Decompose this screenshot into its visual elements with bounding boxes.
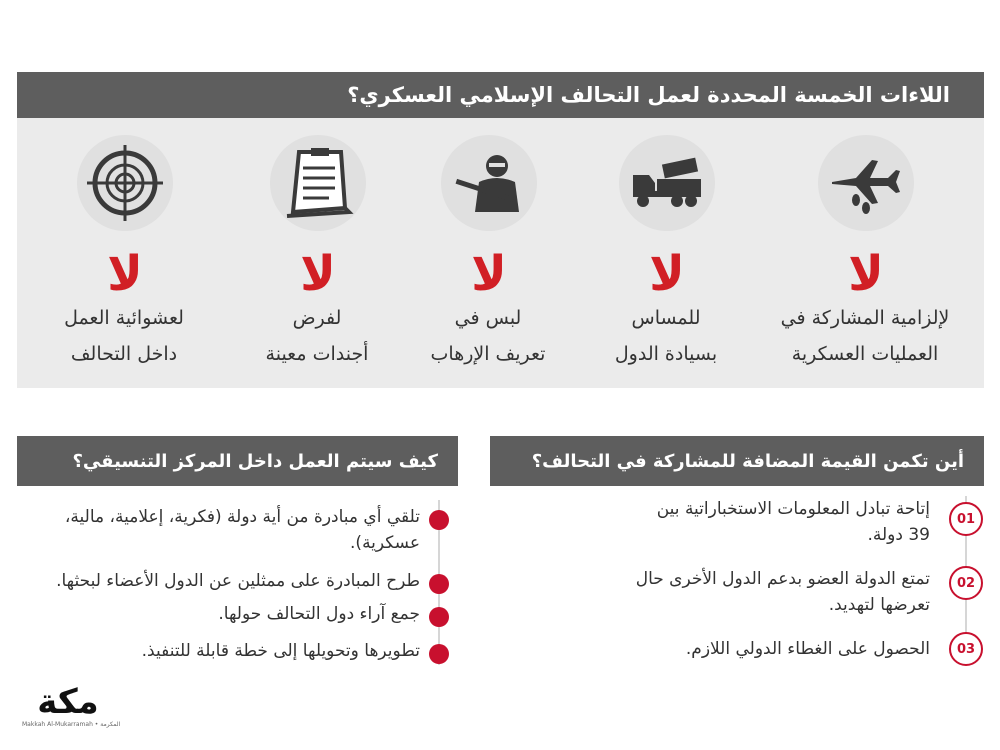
no-caption-5-line1: لعشوائية العمل	[64, 307, 184, 329]
no-mark-5: لا	[107, 246, 143, 302]
list-item: جمع آراء دول التحالف حولها.	[218, 604, 420, 624]
number-badge-02: 02	[949, 566, 983, 600]
bullet-dot	[429, 644, 449, 664]
no-mark-4: لا	[300, 246, 336, 302]
list-item: طرح المبادرة على ممثلين عن الدول الأعضاء لبحثها.	[56, 571, 420, 591]
no-mark-2: لا	[649, 246, 685, 302]
number-badge-01: 01	[949, 502, 983, 536]
left-title-bar	[17, 436, 458, 486]
no-caption-1-line1: لإلزامية المشاركة في	[780, 307, 950, 329]
rocket-truck-icon	[619, 135, 715, 231]
no-caption-5	[29, 300, 219, 372]
no-caption-2-line1: للمساس	[631, 307, 701, 329]
left-title: كيف سيتم العمل داخل المركز التنسيقي؟	[72, 450, 438, 472]
list-item: تلقي أي مبادرة من أية دولة (فكرية، إعلامية، مالية، عسكرية).	[64, 507, 420, 553]
top-title-bar	[17, 72, 984, 118]
bullet-dot	[429, 607, 449, 627]
list-item: تطويرها وتحويلها إلى خطة قابلة للتنفيذ.	[141, 641, 420, 661]
crosshair-target-icon	[77, 135, 173, 231]
no-caption-1	[770, 300, 960, 372]
top-title: اللاءات الخمسة المحددة لعمل التحالف الإسلامي العسكري؟	[347, 83, 950, 107]
logo-subtitle: Makkah Al-Mukarramah • المكرمة	[22, 721, 121, 728]
no-caption-4-line1: لفرض	[292, 307, 342, 329]
bullet-dot	[429, 574, 449, 594]
no-caption-3-line1: لبس في	[454, 307, 522, 329]
no-mark-1: لا	[848, 246, 884, 302]
no-caption-3-line2: تعريف الإرهاب	[430, 343, 546, 365]
logo-text: مكة	[37, 682, 99, 722]
no-caption-3	[393, 300, 583, 372]
makkah-logo	[22, 682, 121, 733]
right-title: أين تكمن القيمة المضافة للمشاركة في التحالف؟	[531, 450, 964, 472]
no-caption-1-line2: العمليات العسكرية	[791, 343, 939, 365]
right-title-bar	[490, 436, 984, 486]
clipboard-icon	[270, 135, 366, 231]
no-caption-2	[571, 300, 761, 372]
masked-gunman-icon	[441, 135, 537, 231]
list-item: الحصول على الغطاء الدولي اللازم.	[685, 639, 930, 659]
bullet-dot	[429, 510, 449, 530]
list-item: تمتع الدولة العضو بدعم الدول الأخرى حال تعرضها لتهديد.	[635, 569, 930, 615]
list-item: إتاحة تبادل المعلومات الاستخباراتية بين 39 دولة.	[656, 499, 930, 545]
no-caption-5-line2: داخل التحالف	[70, 343, 178, 365]
airplane-bomb-icon	[818, 135, 914, 231]
no-caption-2-line2: بسيادة الدول	[614, 343, 718, 365]
no-mark-3: لا	[471, 246, 507, 302]
no-caption-4-line2: أجندات معينة	[265, 343, 369, 365]
number-badge-03: 03	[949, 632, 983, 666]
no-caption-4	[222, 300, 412, 372]
